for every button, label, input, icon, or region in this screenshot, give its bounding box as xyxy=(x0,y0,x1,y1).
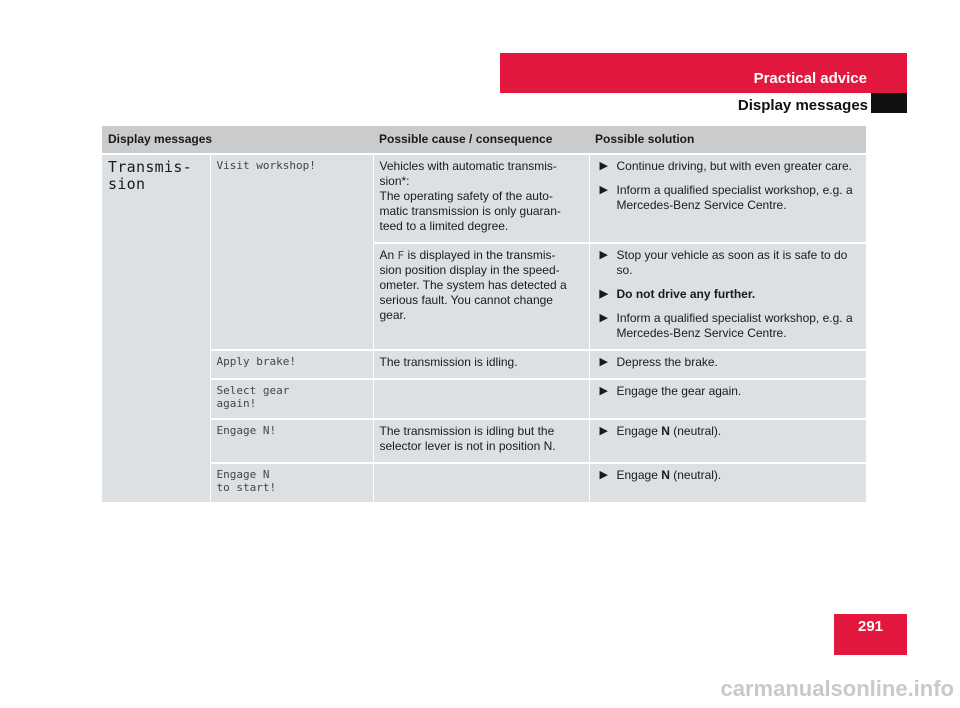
solution-cell xyxy=(589,154,866,243)
table-row xyxy=(102,419,866,463)
table-header-row xyxy=(102,126,866,154)
solution-item: ▶ Inform a qualified specialist workshop, e.g. a Mercedes-Benz Service Centre. xyxy=(599,311,853,340)
arrow-right-icon: ▶ xyxy=(599,184,608,196)
solution-item: ▶ Engage the gear again. xyxy=(599,384,742,398)
section-tab xyxy=(871,93,907,113)
solution-item: ▶ Engage N (neutral). xyxy=(599,424,722,438)
table-row xyxy=(102,154,866,243)
page-number: 291 xyxy=(857,618,884,635)
main-message: Transmis- sion xyxy=(102,154,210,502)
table-row xyxy=(102,379,866,419)
solution-item: ▶ Depress the brake. xyxy=(599,355,718,369)
table-row xyxy=(102,350,866,379)
solution-cell xyxy=(589,379,866,419)
solution-cell xyxy=(589,243,866,350)
header-display-messages: Display messages xyxy=(102,126,373,154)
watermark: carmanualsonline.info xyxy=(720,676,954,701)
header-possible-cause: Possible cause / consequence xyxy=(373,126,589,154)
solution-item: ▶ Stop your vehicle as soon as it is safe to do so. xyxy=(599,248,848,277)
arrow-right-icon: ▶ xyxy=(599,385,608,397)
cause-text: The transmission is idling but the selector lever is not in position N. xyxy=(373,419,589,463)
solution-item: ▶ Do not drive any further. xyxy=(599,287,756,301)
cause-text: An F is displayed in the transmis- sion position display in the speed- ometer. The system has detected a serious fault. You cannot change gear. xyxy=(373,243,589,350)
solution-cell xyxy=(589,463,866,502)
sub-message: Apply brake! xyxy=(210,350,373,379)
arrow-right-icon: ▶ xyxy=(599,249,608,261)
gear-code: F xyxy=(397,249,405,262)
arrow-right-icon: ▶ xyxy=(599,469,608,481)
table-row xyxy=(102,463,866,502)
cause-text: The transmission is idling. xyxy=(373,350,589,379)
cause-text: Vehicles with automatic transmis- sion*: The operating safety of the auto- matic transmission is only guaran- teed to a limited degree. xyxy=(373,154,589,243)
arrow-right-icon: ▶ xyxy=(599,425,608,437)
cause-text xyxy=(373,379,589,419)
solution-cell xyxy=(589,350,866,379)
sub-message: Select gear again! xyxy=(210,379,373,419)
solution-cell xyxy=(589,419,866,463)
solution-item: ▶ Inform a qualified specialist workshop, e.g. a Mercedes-Benz Service Centre. xyxy=(599,183,853,212)
subsection-title: Display messages xyxy=(737,97,868,114)
sub-message: Visit workshop! xyxy=(210,154,373,350)
section-title: Practical advice xyxy=(753,70,867,87)
sub-message: Engage N! xyxy=(210,419,373,463)
cause-text xyxy=(373,463,589,502)
solution-item: ▶ Continue driving, but with even greater care. xyxy=(599,159,852,173)
header-possible-solution: Possible solution xyxy=(589,126,866,154)
sub-message: Engage N to start! xyxy=(210,463,373,502)
display-messages-table xyxy=(102,126,866,502)
arrow-right-icon: ▶ xyxy=(599,312,608,324)
solution-item: ▶ Engage N (neutral). xyxy=(599,468,722,482)
arrow-right-icon: ▶ xyxy=(599,288,608,300)
arrow-right-icon: ▶ xyxy=(599,160,608,172)
arrow-right-icon: ▶ xyxy=(599,356,608,368)
